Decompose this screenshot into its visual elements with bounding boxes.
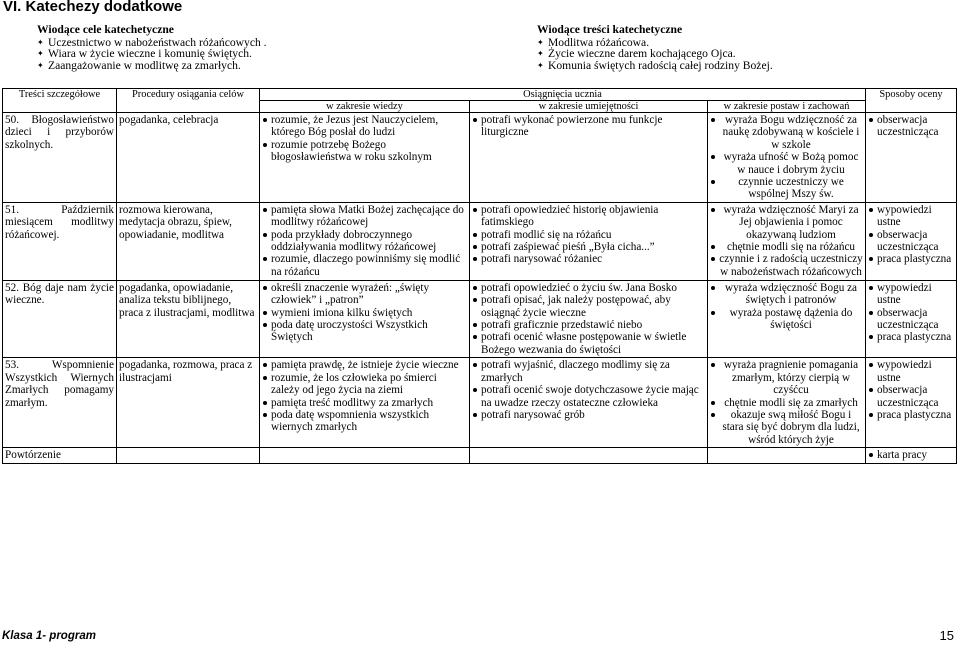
cell-wiedza-list <box>262 359 467 433</box>
cell-ocena-list <box>868 449 954 461</box>
cell-postawy <box>708 358 866 448</box>
cell-ocena-list <box>868 282 954 344</box>
header-osiagniecia: Osiągnięcia ucznia <box>260 89 866 101</box>
page-number: 15 <box>939 628 954 643</box>
cell-umiejetnosci <box>470 113 708 203</box>
cell-ocena <box>866 358 957 448</box>
goals-contents-list <box>537 37 937 72</box>
cell-umiejetnosci-list <box>472 204 705 266</box>
list-item: potrafi opisać, jak należy postępować, aby osiągnąć życie wieczne <box>472 294 705 319</box>
cell-wiedza <box>260 280 470 357</box>
list-item: potrafi modlić się na różańcu <box>472 229 705 241</box>
cell-procedury: pogadanka, opowiadanie, analiza tekstu biblijnego, praca z ilustracjami, modlitwa <box>117 280 260 357</box>
list-item: chętnie modli się za zmarłych <box>710 397 863 409</box>
list-item: rozumie, że los człowieka po śmierci zależy od jego życia na ziemi <box>262 372 467 397</box>
goals-contents <box>537 24 937 71</box>
cell-tresc: 52. Bóg daje nam życie wieczne. <box>3 280 117 357</box>
list-item: wyraża postawę dążenia do świętości <box>710 307 863 332</box>
cell-tresc: 51. Październik miesiącem modlitwy różańcowej. <box>3 202 117 280</box>
list-item: chętnie modli się na różańcu <box>710 241 863 253</box>
list-item: potrafi graficznie przedstawić niebo <box>472 319 705 331</box>
curriculum-table <box>2 88 957 464</box>
header-wiedza: w zakresie wiedzy <box>260 101 470 113</box>
goal-item: ✦ Uczestnictwo w nabożeństwach różańcowych . <box>37 37 477 49</box>
cell-ocena-list <box>868 204 954 266</box>
cell-postawy-list <box>710 359 863 446</box>
list-item: obserwacja uczestnicząca <box>868 114 954 139</box>
cell-ocena-list <box>868 114 954 139</box>
table-row <box>3 448 957 463</box>
cell-procedury: pogadanka, celebracja <box>117 113 260 203</box>
cell-ocena <box>866 202 957 280</box>
table-row <box>3 113 957 203</box>
list-item: wyraża pragnienie pomagania zmarłym, którzy cierpią w czyśćcu <box>710 359 863 396</box>
cell-umiejetnosci <box>470 280 708 357</box>
cell-postawy-list <box>710 282 863 332</box>
list-item: pamięta słowa Matki Bożej zachęcające do modlitwy różańcowej <box>262 204 467 229</box>
cell-umiejetnosci-list <box>472 359 705 421</box>
list-item: czynnie i z radością uczestniczy w nabożeństwach różańcowych <box>710 253 863 278</box>
list-item: wyraża ufność w Bożą pomoc w nauce i dobrym życiu <box>710 151 863 176</box>
cell-tresc: 53. Wspomnienie Wszystkich Wiernych Zmarłych pomagamy zmarłym. <box>3 358 117 448</box>
list-item: wypowiedzi ustne <box>868 204 954 229</box>
cell-tresc: Powtórzenie <box>3 448 117 463</box>
list-item: karta pracy <box>868 449 954 461</box>
cell-wiedza-list <box>262 282 467 344</box>
cell-umiejetnosci-list <box>472 282 705 356</box>
cell-umiejetnosci <box>470 202 708 280</box>
list-item: wyraża Bogu wdzięczność za naukę zdobywaną w kościele i w szkole <box>710 114 863 151</box>
content-item: ✦ Modlitwa różańcowa. <box>537 37 937 49</box>
header-tresci: Treści szczegółowe <box>3 89 117 113</box>
table-row <box>3 358 957 448</box>
table-row <box>3 202 957 280</box>
cell-postawy-list <box>710 204 863 278</box>
list-item: poda datę wspomnienia wszystkich wiernych zmarłych <box>262 409 467 434</box>
cell-postawy <box>708 113 866 203</box>
cell-procedury: rozmowa kierowana, medytacja obrazu, śpiew, opowiadanie, modlitwa <box>117 202 260 280</box>
cell-umiejetnosci <box>470 358 708 448</box>
cell-wiedza <box>260 202 470 280</box>
list-item: pamięta prawdę, że istnieje życie wieczne <box>262 359 467 371</box>
cell-tresc: 50. Błogosławieństwo dzieci i przyborów szkolnych. <box>3 113 117 203</box>
list-item: potrafi opowiedzieć historię objawienia fatimskiego <box>472 204 705 229</box>
header-postawy: w zakresie postaw i zachowań <box>708 101 866 113</box>
list-item: potrafi narysować grób <box>472 409 705 421</box>
list-item: obserwacja uczestnicząca <box>868 307 954 332</box>
cell-postawy <box>708 280 866 357</box>
list-item: praca plastyczna <box>868 331 954 343</box>
list-item: wyraża wdzięczność Maryi za Jej objawienia i pomoc okazywaną ludziom <box>710 204 863 241</box>
list-item: potrafi ocenić własne postępowanie w świetle Bożego wezwania do świętości <box>472 331 705 356</box>
cell-ocena <box>866 113 957 203</box>
cell-postawy <box>708 448 866 463</box>
cell-procedury: pogadanka, rozmowa, praca z ilustracjami <box>117 358 260 448</box>
cell-postawy-list <box>710 114 863 201</box>
list-item: wypowiedzi ustne <box>868 359 954 384</box>
list-item: wyraża wdzięczność Bogu za świętych i patronów <box>710 282 863 307</box>
list-item: określi znaczenie wyrażeń: „święty człowiek” i „patron” <box>262 282 467 307</box>
list-item: potrafi ocenić swoje dotychczasowe życie mając na uwadze rzeczy ostateczne człowieka <box>472 384 705 409</box>
cell-wiedza-list <box>262 204 467 278</box>
list-item: praca plastyczna <box>868 253 954 265</box>
page-title: VI. Katechezy dodatkowe <box>3 0 183 15</box>
list-item: potrafi opowiedzieć o życiu św. Jana Bosko <box>472 282 705 294</box>
header-umiejetnosci: w zakresie umiejętności <box>470 101 708 113</box>
header-procedury: Procedury osiągania celów <box>117 89 260 113</box>
header-sposoby: Sposoby oceny <box>866 89 957 113</box>
goals-contents-title: Wiodące treści katechetyczne <box>537 23 683 36</box>
list-item: obserwacja uczestnicząca <box>868 229 954 254</box>
goal-item: ✦ Zaangażowanie w modlitwę za zmarłych. <box>37 60 477 72</box>
cell-ocena-list <box>868 359 954 421</box>
list-item: praca plastyczna <box>868 409 954 421</box>
cell-procedury <box>117 448 260 463</box>
list-item: potrafi wyjaśnić, dlaczego modlimy się za zmarłych <box>472 359 705 384</box>
content-item: ✦ Życie wieczne darem kochającego Ojca. <box>537 48 937 60</box>
content-item: ✦ Komunia świętych radością całej rodziny Bożej. <box>537 60 937 72</box>
cell-ocena <box>866 448 957 463</box>
cell-umiejetnosci <box>470 448 708 463</box>
footer-program: Klasa 1- program <box>2 630 96 642</box>
list-item: okazuje swą miłość Bogu i stara się być dobrym dla ludzi, wśród których żyje <box>710 409 863 446</box>
cell-ocena <box>866 280 957 357</box>
cell-wiedza <box>260 358 470 448</box>
list-item: potrafi zaśpiewać pieśń „Była cicha...” <box>472 241 705 253</box>
cell-postawy <box>708 202 866 280</box>
list-item: obserwacja uczestnicząca <box>868 384 954 409</box>
list-item: rozumie potrzebę Bożego błogosławieństwa w roku szkolnym <box>262 139 467 164</box>
list-item: potrafi narysować różaniec <box>472 253 705 265</box>
cell-wiedza-list <box>262 114 467 164</box>
list-item: pamięta treść modlitwy za zmarłych <box>262 397 467 409</box>
list-item: rozumie, że Jezus jest Nauczycielem, którego Bóg posłał do ludzi <box>262 114 467 139</box>
list-item: czynnie uczestniczy we wspólnej Mszy św. <box>710 176 863 201</box>
list-item: wymieni imiona kilku świętych <box>262 307 467 319</box>
list-item: poda datę uroczystości Wszystkich Świętych <box>262 319 467 344</box>
list-item: rozumie, dlaczego powinniśmy się modlić na różańcu <box>262 253 467 278</box>
cell-wiedza <box>260 113 470 203</box>
goals-aims <box>37 24 477 71</box>
goals-aims-list <box>37 37 477 72</box>
list-item: wypowiedzi ustne <box>868 282 954 307</box>
cell-umiejetnosci-list <box>472 114 705 139</box>
goal-item: ✦ Wiara w życie wieczne i komunię świętych. <box>37 48 477 60</box>
list-item: poda przykłady dobroczynnego oddziaływania modlitwy różańcowej <box>262 229 467 254</box>
goals-aims-title: Wiodące cele katechetyczne <box>37 23 174 36</box>
list-item: potrafi wykonać powierzone mu funkcje liturgiczne <box>472 114 705 139</box>
cell-wiedza <box>260 448 470 463</box>
table-row <box>3 280 957 357</box>
